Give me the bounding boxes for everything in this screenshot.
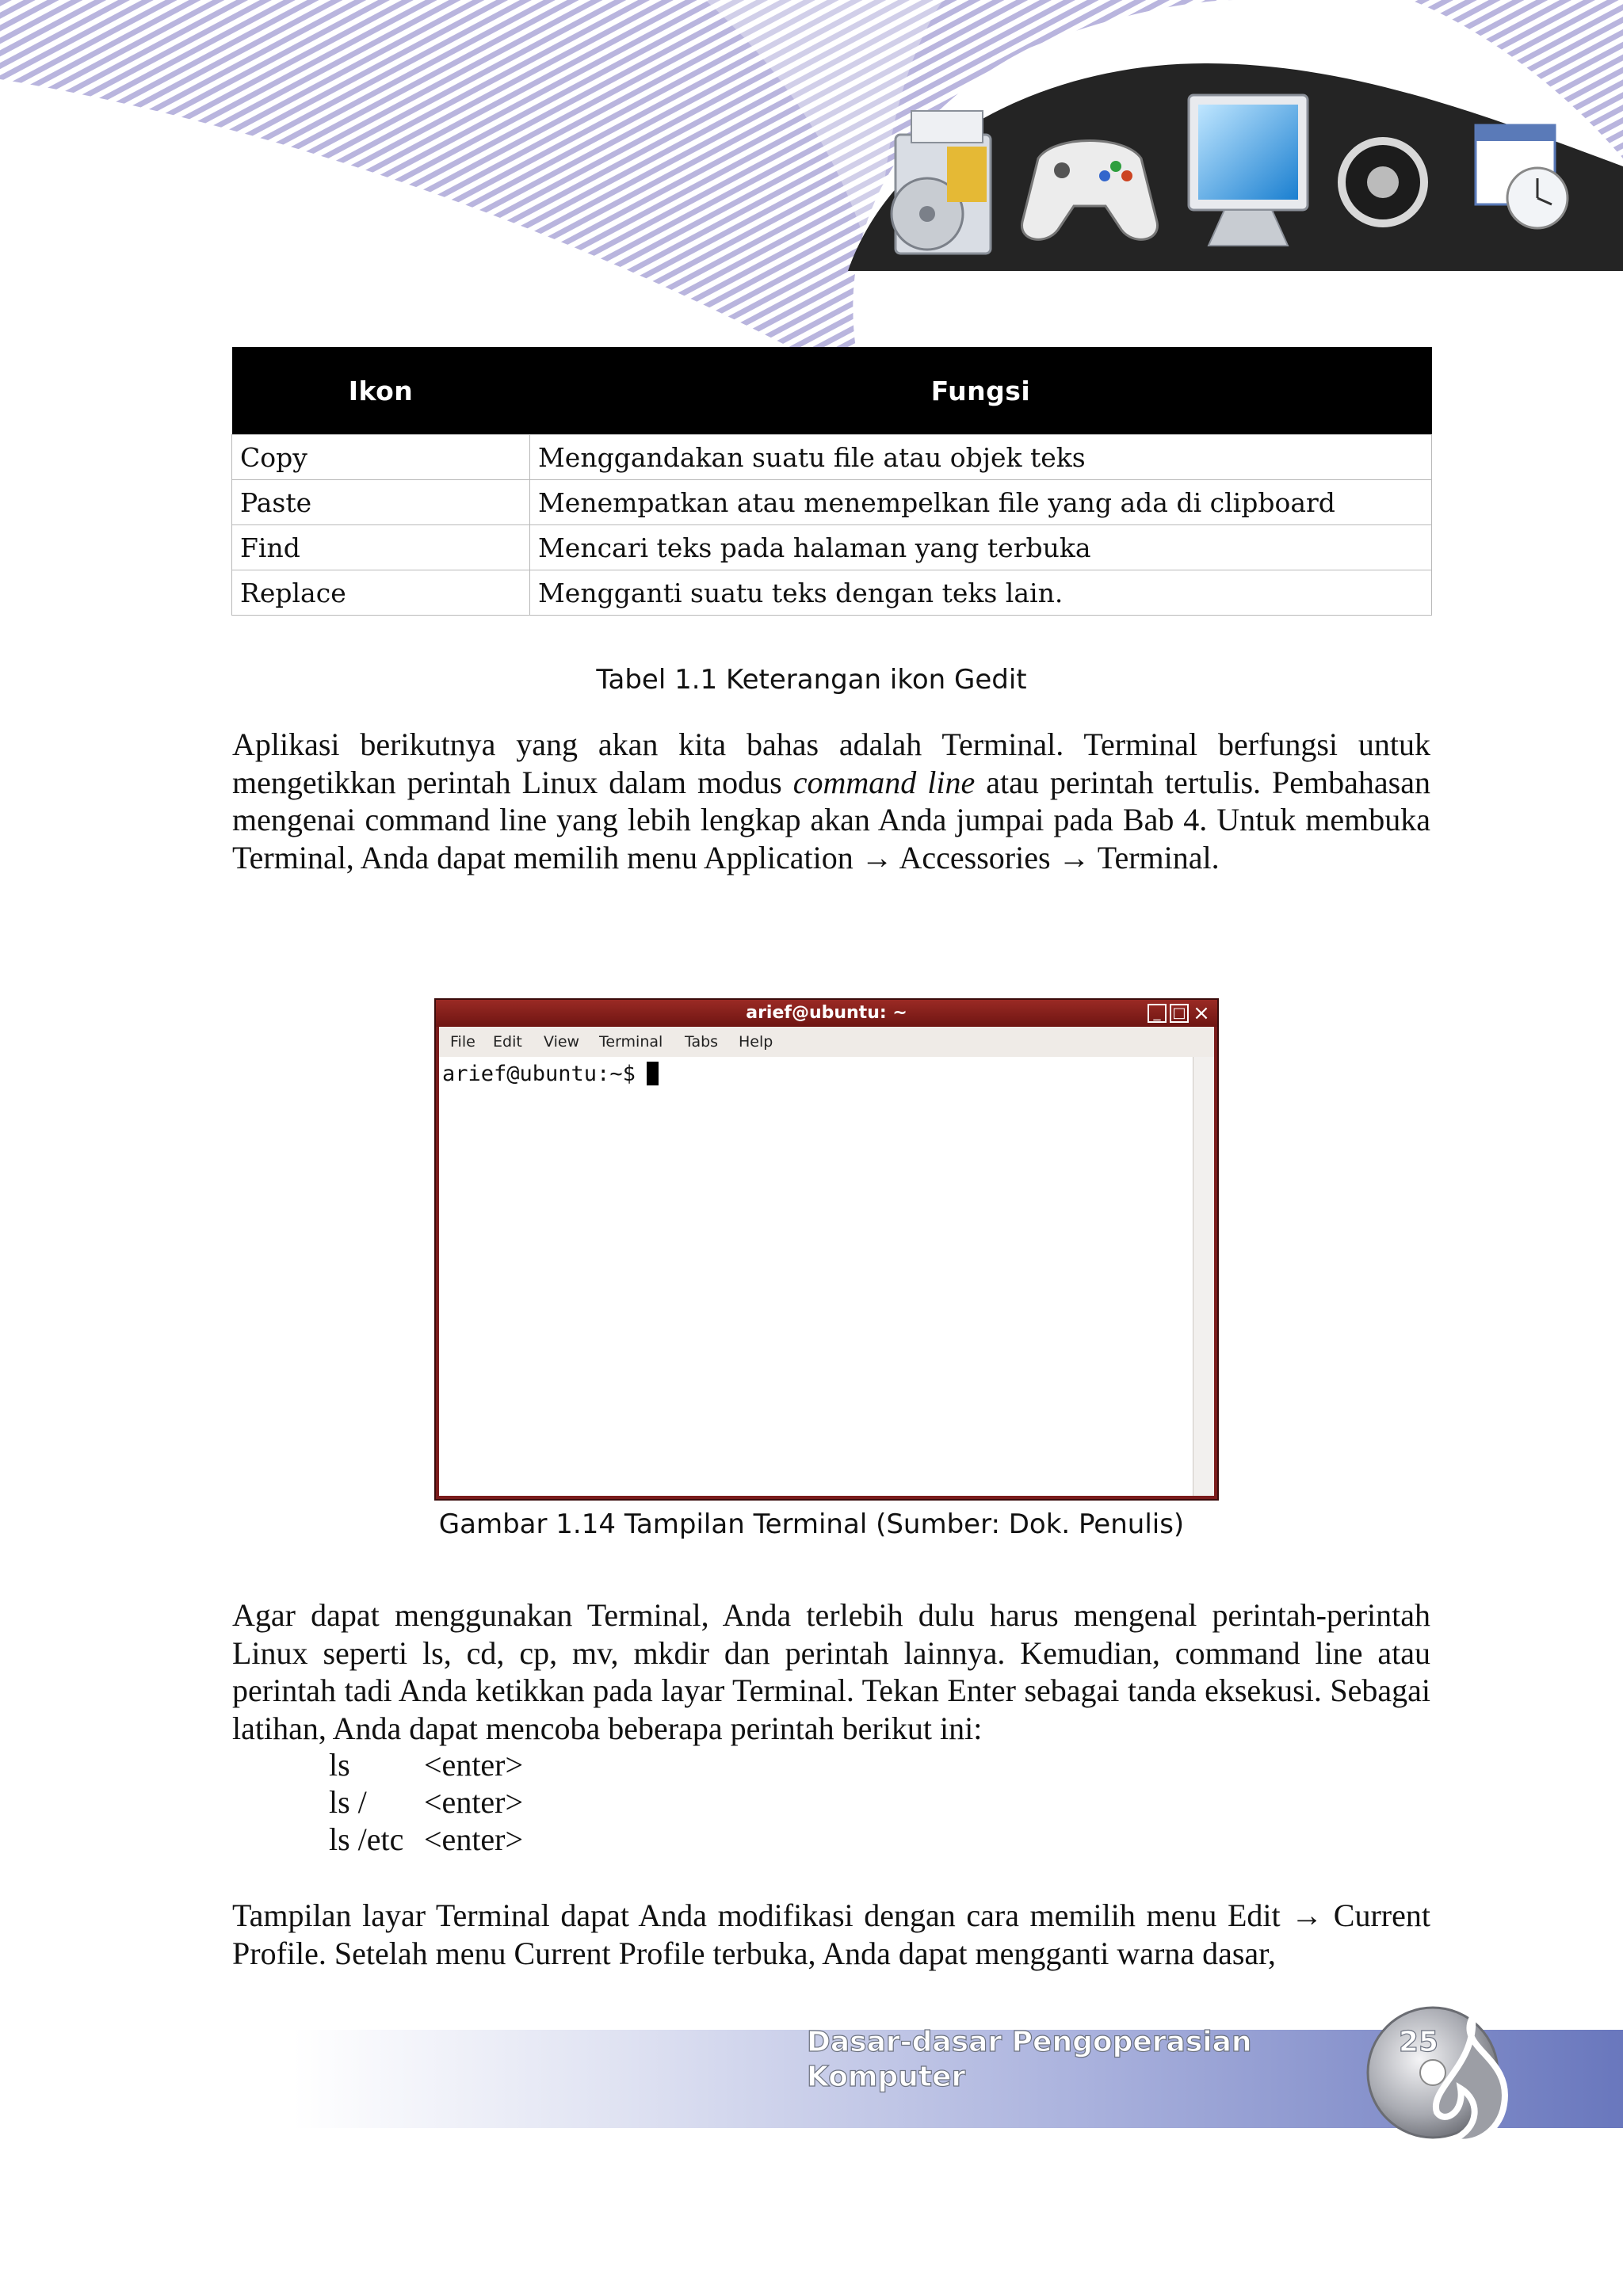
terminal-prompt: arief@ubuntu:~$: [442, 1062, 636, 1086]
table-cell-fungsi: Menempatkan atau menempelkan file yang ada di clipboard: [530, 480, 1432, 525]
figure-caption: Gambar 1.14 Tampilan Terminal (Sumber: Dok. Penulis): [438, 1508, 1185, 1540]
minimize-icon[interactable]: _: [1148, 1004, 1167, 1023]
command-key: <enter>: [424, 1784, 524, 1820]
terminal-prompt-line: [442, 1062, 659, 1086]
table-row: [232, 435, 1432, 480]
table-cell-ikon: Paste: [232, 480, 530, 525]
command-text: ls /etc: [329, 1821, 404, 1857]
terminal-titlebar[interactable]: [436, 1000, 1217, 1027]
menu-help[interactable]: Help: [739, 1033, 773, 1051]
paragraph-text: Aplikasi berikutnya yang akan kita bahas adalah Terminal. Terminal berfungsi untuk mengetikkan perintah Linux dalam modus: [232, 727, 1430, 800]
table-header-fungsi: Fungsi: [530, 347, 1432, 435]
terminal-title: arief@ubuntu: ~: [746, 1003, 907, 1023]
table-cell-fungsi: Mengganti suatu teks dengan teks lain.: [530, 570, 1432, 616]
table-cell-ikon: Copy: [232, 435, 530, 480]
table-cell-ikon: Find: [232, 525, 530, 570]
command-text: ls: [329, 1747, 350, 1783]
header-decoration: [0, 0, 1623, 349]
icon-function-table: [231, 347, 1432, 616]
terminal-body[interactable]: [439, 1057, 1214, 1496]
command-text: ls /: [329, 1784, 367, 1820]
command-list-item: [329, 1783, 523, 1821]
maximize-icon[interactable]: □: [1170, 1004, 1189, 1023]
command-key: <enter>: [424, 1821, 524, 1857]
table-cell-ikon: Replace: [232, 570, 530, 616]
menu-edit[interactable]: Edit: [493, 1033, 522, 1051]
command-key: <enter>: [424, 1747, 524, 1783]
table-cell-fungsi: Mencari teks pada halaman yang terbuka: [530, 525, 1432, 570]
footer-title: Dasar-dasar Pengoperasian Komputer: [807, 2026, 1252, 2093]
command-list-item: [329, 1746, 523, 1783]
paragraph-profile: Tampilan layar Terminal dapat Anda modifikasi dengan cara memilih menu Edit → Current Profile. Setelah menu Current Profile terbuka, Anda dapat mengganti warna dasar,: [232, 1897, 1430, 1971]
table-row: [232, 480, 1432, 525]
paragraph-terminal-intro: [232, 726, 1430, 876]
table-row: [232, 570, 1432, 616]
terminal-window: [434, 998, 1219, 1501]
table-header-ikon: Ikon: [232, 347, 530, 435]
flame-disc-icon: [1361, 1993, 1536, 2152]
page-number: 25: [1398, 2026, 1439, 2058]
paragraph-text: atau perintah tertulis. Pembahasan mengenai command line yang lebih lengkap akan Anda jumpai pada Bab 4. Untuk membuka Terminal, Anda dapat memilih menu Application → Accessories → Terminal.: [232, 764, 1430, 875]
terminal-cursor: [647, 1062, 659, 1085]
menu-view[interactable]: View: [544, 1033, 580, 1051]
table-caption: Tabel 1.1 Keterangan ikon Gedit: [596, 664, 1027, 696]
close-icon[interactable]: ×: [1193, 1001, 1210, 1025]
table-row: [232, 525, 1432, 570]
speaker-icon: [1342, 141, 1424, 223]
menu-terminal[interactable]: Terminal: [599, 1033, 663, 1051]
menu-tabs[interactable]: Tabs: [685, 1033, 719, 1051]
menu-file[interactable]: File: [450, 1033, 475, 1051]
terminal-menubar: [439, 1027, 1214, 1058]
paragraph-italic-term: command line: [792, 764, 976, 800]
table-cell-fungsi: Menggandakan suatu file atau objek teks: [530, 435, 1432, 480]
terminal-scrollbar[interactable]: [1193, 1057, 1214, 1496]
table-header-row: [232, 347, 1432, 435]
paragraph-commands-intro: Agar dapat menggunakan Terminal, Anda terlebih dulu harus mengenal perintah-perintah Linux seperti ls, cd, cp, mv, mkdir dan perintah lainnya. Kemudian, command line atau perintah tadi Anda ketikkan pada layar Terminal. Tekan Enter sebagai tanda eksekusi. Sebagai latihan, Anda dapat mencoba beberapa perintah berikut ini:: [232, 1597, 1430, 1746]
command-list-item: [329, 1821, 523, 1858]
